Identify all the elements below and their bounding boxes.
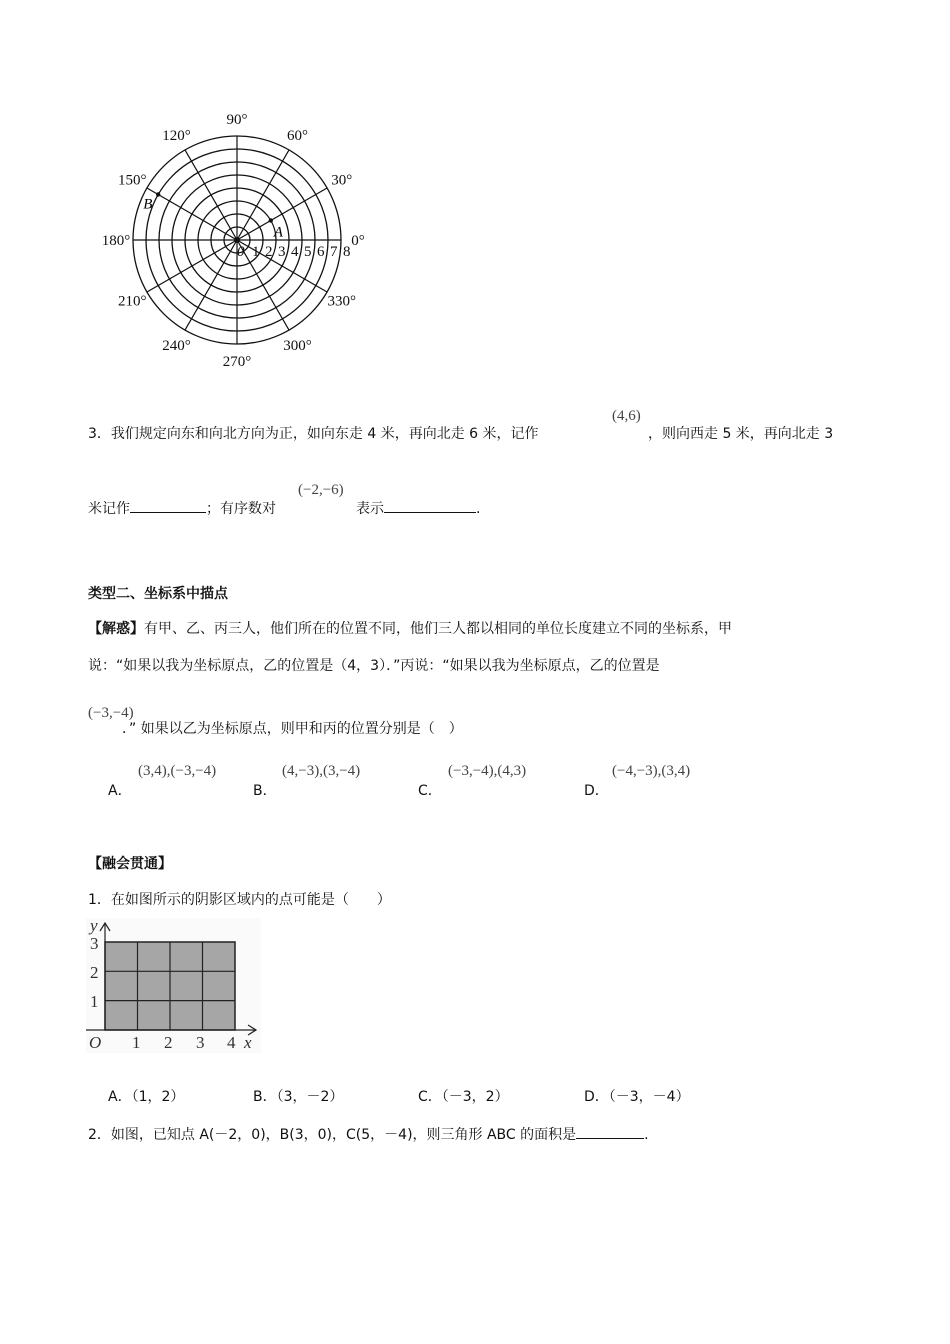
y-axis-label: y [90,918,98,935]
radius-label: 6 [317,244,325,260]
practice-q1: 1．在如图所示的阴影区域内的点可能是（ ） [88,892,391,908]
type2-text: 有甲、乙、丙三人，他们所在的位置不同，他们三人都以相同的单位长度建立不同的坐标系，甲 [144,621,732,637]
angle-label: 240° [162,337,191,354]
option-c-value: (−3,−4),(4,3) [448,763,527,779]
angle-label: 120° [162,128,191,145]
radius-label: 3 [278,244,286,260]
answer-blank[interactable] [576,1126,644,1139]
x-tick: 1 [132,1033,141,1052]
origin-label: O [89,1033,102,1052]
option-a-value: (3,4),(−3,−4) [138,763,217,779]
angle-label: 150° [117,172,147,189]
radius-label: 2 [265,244,273,260]
q2-text: 2．如图，已知点 A(－2，0)，B(3，0)，C(5，－4)，则三角形 ABC 的面积是 [88,1127,577,1143]
q1-option-b[interactable]: B．（3，－2） [253,1089,344,1105]
radius-label: 7 [330,244,338,260]
q3-text: 表示 [356,501,384,517]
q1-option-a[interactable]: A．（1，2） [108,1089,185,1105]
origin-point [234,237,240,243]
radius-label: 4 [291,244,299,260]
point-b-label: B [143,196,153,213]
angle-label: 210° [117,293,147,310]
type2-line2: 说：“如果以我为坐标原点，乙的位置是（4，3）．”丙说：“如果以我为坐标原点，乙的位置是 [88,658,660,674]
radius-label: 5 [304,244,312,260]
y-tick: 2 [90,963,99,982]
q3-line1 [88,423,539,443]
angle-label: 300° [283,337,312,354]
type2-line1 [88,618,732,638]
y-tick: 1 [90,992,99,1011]
tag-label: 【解惑】 [88,621,144,637]
radius-label: 0 [237,244,245,260]
q3-text: ；有序数对 [206,501,276,517]
y-tick: 3 [90,934,99,953]
type2-formula: (−3,−4) [88,705,134,721]
q3-text: 3．我们规定向东和向北方向为正，如向东走 4 米，再向北走 6 米，记作 [88,426,539,442]
practice-q2 [88,1124,649,1144]
x-axis-label: x [244,1033,252,1052]
q3-formula-1: (4,6) [612,408,641,424]
angle-label: 30° [331,172,353,189]
angle-label: 0° [351,233,365,249]
q3-line2 [88,498,276,518]
q3-text: . [476,501,481,517]
angle-label: 330° [327,293,357,310]
angle-label: 90° [226,112,248,128]
q3-line2-end [356,498,480,518]
answer-blank[interactable] [384,500,476,513]
x-tick: 4 [227,1033,236,1052]
q1-option-d[interactable]: D．（－3，－4） [584,1089,690,1105]
radius-label: 8 [343,244,351,260]
answer-blank[interactable] [130,500,206,513]
shaded-grid-figure [86,918,261,1053]
angle-label: 60° [287,128,308,145]
x-tick: 2 [164,1033,173,1052]
point-b [156,192,160,196]
q3-text-cont: ，则向西走 5 米，再向北走 3 [648,426,834,442]
q3-formula-2: (−2,−6) [298,482,344,498]
angle-label: 270° [222,354,252,370]
q1-option-c[interactable]: C．（－3，2） [418,1089,509,1105]
option-b-label[interactable]: B． [253,783,277,799]
q3-text: 米记作 [88,501,130,517]
practice-heading: 【融会贯通】 [88,856,172,872]
point-a-label: A [273,224,283,241]
option-d-value: (−4,−3),(3,4) [612,763,691,779]
option-a-label[interactable]: A． [108,783,132,799]
type2-line3: ．” 如果以乙为坐标原点，则甲和丙的位置分别是（ ） [122,721,463,737]
x-tick: 3 [196,1033,205,1052]
option-c-label[interactable]: C． [418,783,442,799]
radius-label: 1 [252,244,260,260]
option-b-value: (4,−3),(3,−4) [282,763,361,779]
angle-label: 180° [101,233,131,249]
q2-text: . [644,1127,649,1143]
option-d-label[interactable]: D． [584,783,609,799]
polar-coordinate-diagram [90,110,390,370]
point-a [269,218,273,222]
section-heading: 类型二、坐标系中描点 [88,586,228,602]
